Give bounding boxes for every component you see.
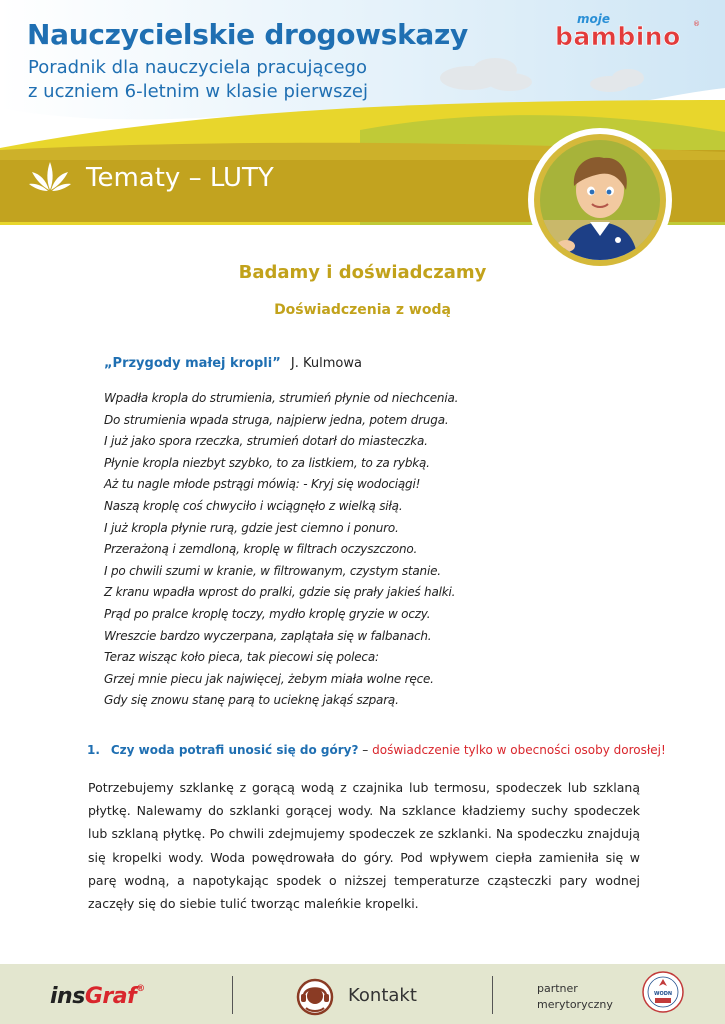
content-subheading: Doświadczenia z wodą: [274, 302, 451, 318]
poem-line: Grzej mnie piecu jak najwięcej, żebym miała wolne ręce.: [104, 671, 434, 686]
poem-author: J. Kulmowa: [290, 356, 362, 371]
wodn-seal-logo: [641, 970, 685, 1014]
poem-header: [104, 356, 362, 371]
poem-line: Wreszcie bardzo wyczerpana, zaplątała się w falbanach.: [104, 628, 432, 643]
poem-line: Z kranu wpadła wprost do pralki, gdzie się prały jakieś halki.: [104, 585, 456, 600]
experiment-dash: –: [358, 743, 373, 757]
poem-line: Do strumienia wpada struga, najpierw jedna, potem druga.: [104, 412, 449, 427]
poem-line: I już kropla płynie rurą, gdzie jest ciemno i ponuro.: [104, 520, 399, 535]
poem-line: Teraz wisząc koło pieca, tak piecowi się poleca:: [104, 650, 379, 665]
poem-line: Naszą kroplę coś chwyciło i wciągnęło z wielką siłą.: [104, 498, 403, 513]
poem-line: Aż tu nagle młode pstrągi mówią: - Kryj się wodociągi!: [104, 477, 421, 492]
poem-line: Gdy się znowu stanę parą to ucieknę jakąś szparą.: [104, 693, 399, 708]
experiment-number: 1.: [87, 743, 100, 757]
section-title: Tematy – LUTY: [86, 163, 274, 193]
experiment-warning: doświadczenie tylko w obecności osoby dorosłej!: [372, 743, 666, 757]
poem-line: Płynie kropla niezbyt szybko, to za listkiem, to za rybką.: [104, 455, 430, 470]
boy-avatar-illustration: [520, 128, 680, 276]
poem-text: [104, 388, 574, 712]
poem-line: I już jako spora rzeczka, strumień dotarł do miasteczka.: [104, 434, 428, 449]
subtitle-line-1: Poradnik dla nauczyciela pracującego: [28, 57, 367, 78]
poem-line: Przerażoną i zemdloną, kroplę w filtrach oczyszczono.: [104, 542, 418, 557]
wodn-label: WODN: [653, 991, 673, 997]
contact-headset-icon[interactable]: [296, 978, 334, 1016]
moje-bambino-logo: [555, 12, 700, 52]
poem-line: Prąd po pralce kroplę toczy, mydło kroplę gryzie w oczy.: [104, 606, 431, 621]
insgraf-ins: ins: [50, 984, 85, 1009]
insgraf-graf: Graf: [84, 984, 137, 1009]
document-subtitle: [28, 56, 448, 104]
poem-title: „Przygody małej kropli”: [104, 356, 281, 371]
leaf-icon: [28, 160, 72, 196]
insgraf-logo: [50, 984, 145, 1009]
footer-divider: [232, 976, 233, 1014]
insgraf-registered: ®: [136, 984, 145, 994]
brand-moje: moje: [577, 12, 610, 26]
experiment-title: Czy woda potrafi unosić się do góry?: [110, 743, 359, 757]
document-title: Nauczycielskie drogowskazy: [27, 18, 468, 51]
partner-label: [537, 981, 613, 1013]
subtitle-line-2: z uczniem 6-letnim w klasie pierwszej: [28, 81, 369, 102]
partner-line-2: merytoryczny: [537, 998, 613, 1011]
brand-bambino: bambino: [555, 22, 681, 51]
experiment-description: Potrzebujemy szklankę z gorącą wodą z czajnika lub termosu, spodeczek lub szklaną płytkę. Nalewamy do szklanki gorącej wody. Na szklance kładziemy suchy spodeczek lub szklaną płytkę. Po chwili zdejmujemy spodeczek ze szklanki. Na spodeczku znajdują się kropelki wody. Woda powędrowała do góry. Pod wpływem ciepła zamieniła się w parę wodną, a napotykając spodek o niższej temperaturze cząsteczki pary wodnej zaczęły się do siebie tulić tworząc maleńkie kropelki.: [88, 780, 640, 912]
contact-link[interactable]: Kontakt: [348, 985, 417, 1006]
experiment-heading: [87, 743, 666, 757]
poem-line: I po chwili szumi w kranie, w filtrowanym, czystym stanie.: [104, 563, 441, 578]
partner-line-1: partner: [537, 982, 578, 995]
brand-registered: ®: [693, 20, 700, 28]
content-heading: Badamy i doświadczamy: [238, 262, 487, 283]
footer-divider: [492, 976, 493, 1014]
poem-line: Wpadła kropla do strumienia, strumień płynie od niechcenia.: [104, 391, 459, 405]
